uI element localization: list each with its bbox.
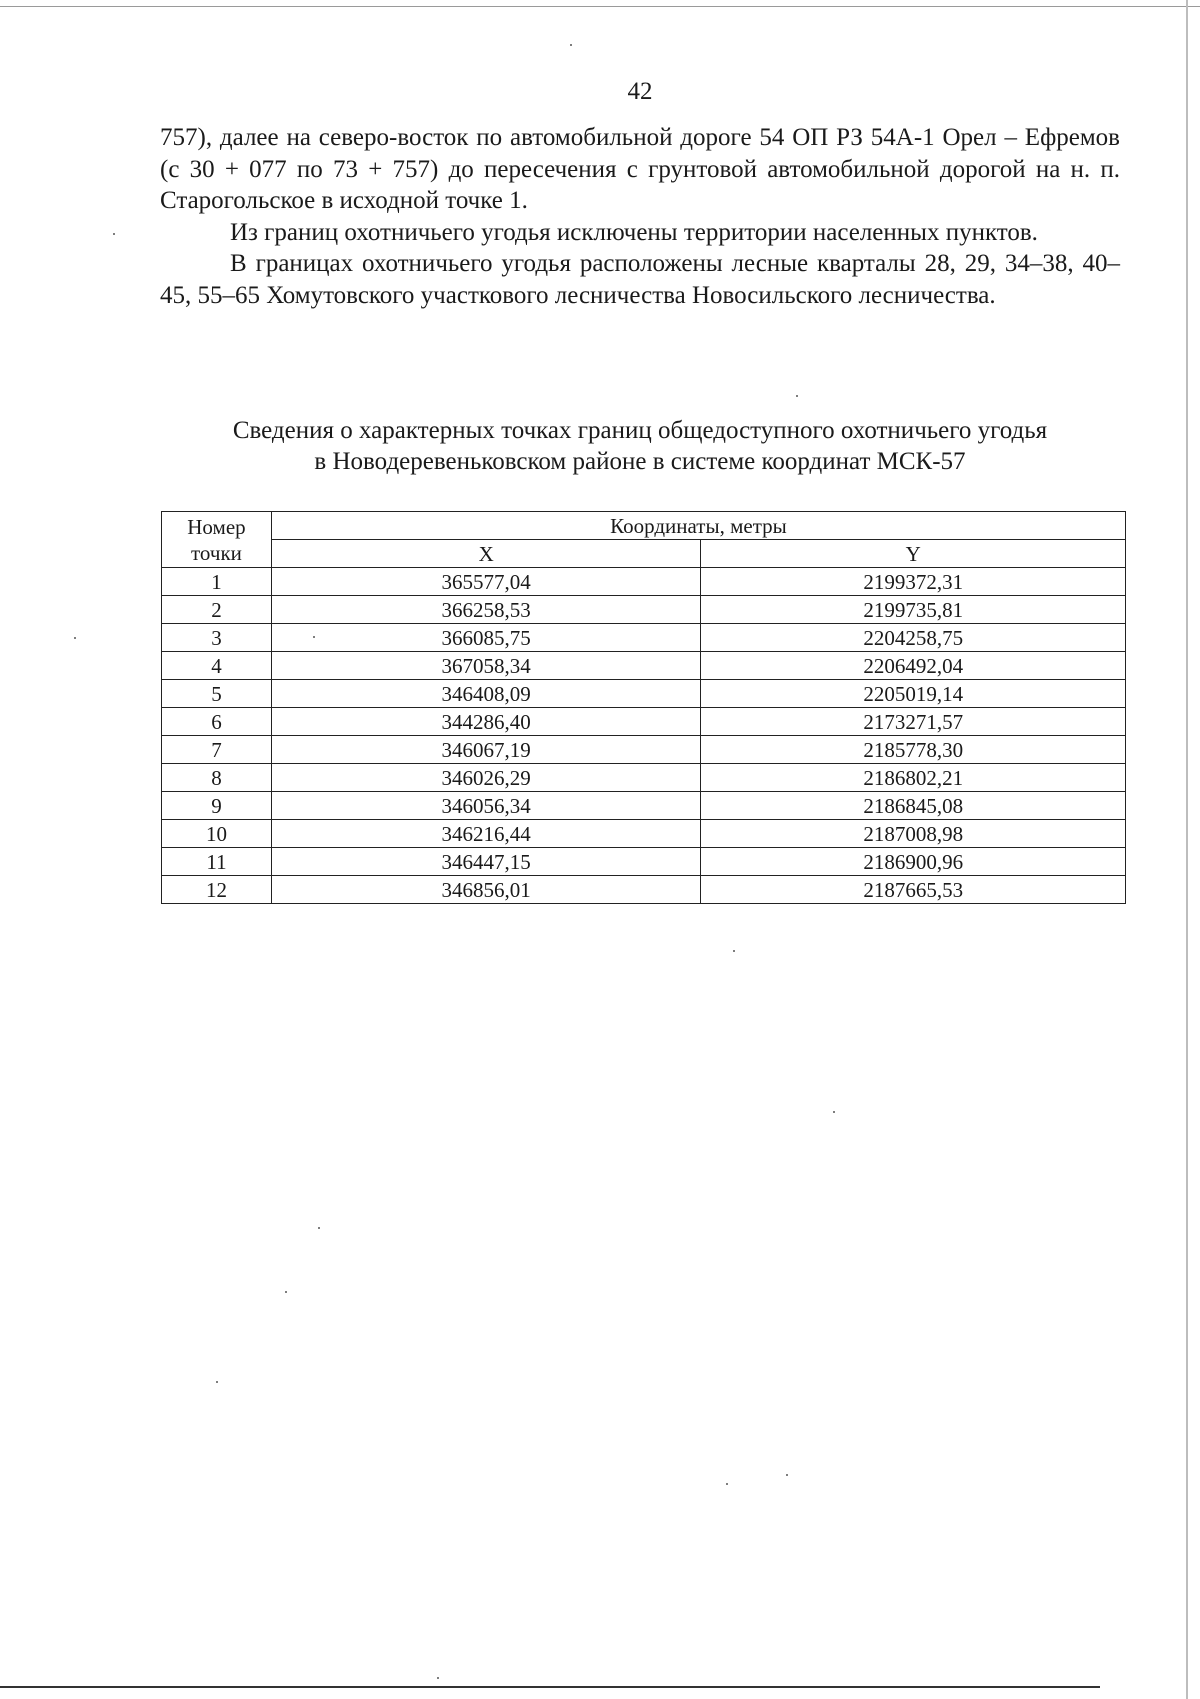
header-point-number (162, 512, 272, 568)
page-number: 42 (627, 78, 653, 105)
table-title-line-1: Сведения о характерных точках границ общедоступного охотничьего угодья (232, 417, 1048, 444)
paragraph-exclusions: Из границ охотничьего угодья исключены территории населенных пунктов. (230, 218, 1038, 246)
cell-x: 365577,04 (271, 568, 701, 596)
coordinates-table (161, 511, 1126, 904)
cell-point-number: 5 (162, 680, 272, 708)
scan-speck (786, 1474, 788, 1476)
header-point-line-2: точки (191, 540, 242, 565)
table-title (160, 415, 1120, 477)
cell-point-number: 3 (162, 624, 272, 652)
table-row (162, 876, 1126, 904)
scan-speck (74, 637, 76, 639)
table-row (162, 848, 1126, 876)
table-subheader-row (162, 540, 1126, 568)
scan-speck (726, 1483, 728, 1485)
scan-edge-right (1186, 0, 1188, 1699)
cell-x: 344286,40 (271, 708, 701, 736)
scan-speck (113, 233, 115, 235)
table-row (162, 708, 1126, 736)
table-row (162, 736, 1126, 764)
cell-point-number: 9 (162, 792, 272, 820)
cell-point-number: 10 (162, 820, 272, 848)
header-y: Y (701, 540, 1126, 568)
cell-x: 366085,75 (271, 624, 701, 652)
cell-y: 2185778,30 (701, 736, 1126, 764)
table-row (162, 680, 1126, 708)
scan-speck (570, 44, 572, 46)
cell-point-number: 1 (162, 568, 272, 596)
table-row (162, 820, 1126, 848)
cell-y: 2186845,08 (701, 792, 1126, 820)
scan-speck (318, 1227, 320, 1229)
cell-point-number: 6 (162, 708, 272, 736)
cell-x: 346067,19 (271, 736, 701, 764)
scan-edge-top (0, 6, 1200, 7)
paragraph-continuation: 757), далее на северо-восток по автомобильной дороге 54 ОП РЗ 54А-1 Орел – Ефремов (с 30 + 077 по 73 + 757) до пересечения с грунтовой автомобильной дорогой на н. п. Старогольское в исходной точке 1. (160, 124, 1120, 214)
scan-edge-bottom (0, 1686, 1100, 1688)
cell-point-number: 7 (162, 736, 272, 764)
table-row (162, 596, 1126, 624)
scan-speck (437, 1677, 439, 1679)
header-point-line-1: Номер (187, 514, 246, 539)
scan-speck (733, 950, 735, 952)
header-coordinates: Координаты, метры (271, 512, 1125, 540)
cell-y: 2186900,96 (701, 848, 1126, 876)
cell-y: 2187008,98 (701, 820, 1126, 848)
scan-speck (216, 1381, 218, 1383)
cell-y: 2199372,31 (701, 568, 1126, 596)
cell-x: 346856,01 (271, 876, 701, 904)
body-text (160, 122, 1120, 311)
table-row (162, 652, 1126, 680)
cell-y: 2173271,57 (701, 708, 1126, 736)
table-row (162, 568, 1126, 596)
cell-y: 2206492,04 (701, 652, 1126, 680)
table-header-row (162, 512, 1126, 540)
cell-point-number: 12 (162, 876, 272, 904)
table-row (162, 764, 1126, 792)
cell-point-number: 8 (162, 764, 272, 792)
cell-point-number: 11 (162, 848, 272, 876)
cell-x: 346056,34 (271, 792, 701, 820)
cell-y: 2205019,14 (701, 680, 1126, 708)
cell-x: 346408,09 (271, 680, 701, 708)
cell-x: 367058,34 (271, 652, 701, 680)
cell-y: 2204258,75 (701, 624, 1126, 652)
cell-y: 2187665,53 (701, 876, 1126, 904)
table-body (162, 568, 1126, 904)
table-row (162, 624, 1126, 652)
cell-x: 346216,44 (271, 820, 701, 848)
cell-x: 346447,15 (271, 848, 701, 876)
scan-speck (285, 1291, 287, 1293)
cell-point-number: 4 (162, 652, 272, 680)
cell-y: 2199735,81 (701, 596, 1126, 624)
table-title-line-2: в Новодеревеньковском районе в системе координат МСК-57 (314, 448, 966, 475)
scan-speck (796, 395, 798, 397)
cell-x: 366258,53 (271, 596, 701, 624)
cell-y: 2186802,21 (701, 764, 1126, 792)
table-row (162, 792, 1126, 820)
paragraph-forest-quarters: В границах охотничьего угодья расположены лесные кварталы 28, 29, 34–38, 40–45, 55–65 Хомутовского участкового лесничества Новосильского лесничества. (160, 250, 1120, 309)
scan-speck (833, 1111, 835, 1113)
header-x: X (271, 540, 701, 568)
cell-point-number: 2 (162, 596, 272, 624)
cell-x: 346026,29 (271, 764, 701, 792)
